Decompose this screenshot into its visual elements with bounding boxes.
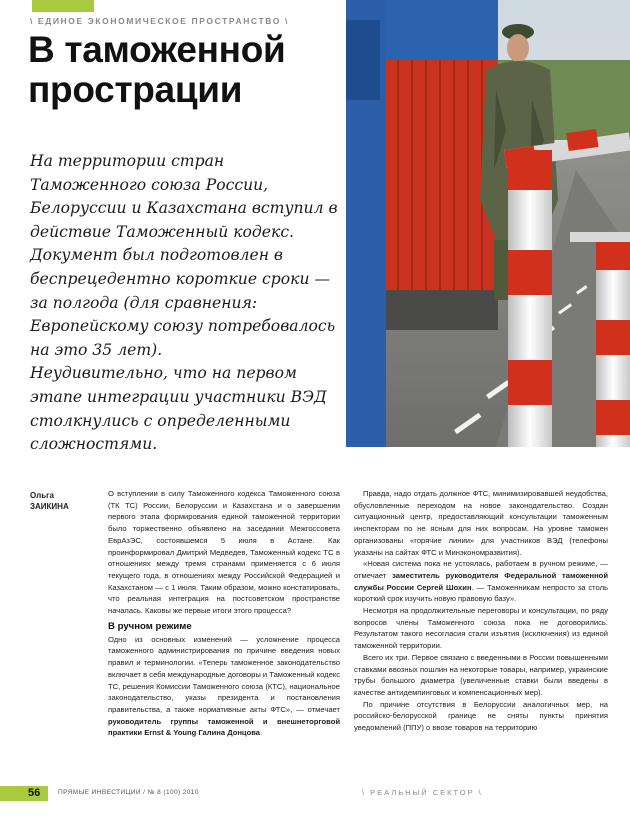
footer-section-label: \ РЕАЛЬНЫЙ СЕКТОР \	[362, 788, 483, 797]
body-column-1	[108, 488, 340, 739]
lead-paragraph-1: На территории стран Таможенного союза России, Белоруссии и Казахстана вступил в действие Таможенный кодекс. Документ был подготовлен в беспрецедентно короткие сроки — за полгода (для сравнения: Европейскому союзу потребовалось на это 35 лет).	[30, 152, 338, 359]
magazine-issue: ПРЯМЫЕ ИНВЕСТИЦИИ / № 8 (100) 2010	[58, 789, 199, 796]
body-paragraph: Несмотря на продолжительные переговоры и консультации, по ряду вопросов члены Таможенного союза пока не договорились. Результатом такого несогласия стали изъятия (исключения) из единой таможенной территории.	[354, 606, 608, 651]
body-paragraph	[108, 634, 340, 739]
lead-paragraph-2: Неудивительно, что на первом этапе интеграции участники ВЭД столкнулись с определенными сложностями.	[30, 364, 327, 454]
paragraph-text: «Новая система пока не устоялась, работаем в ручном режиме, — отмечает	[354, 559, 608, 580]
page-number: 56	[28, 787, 41, 799]
paragraph-end: . — Таможенникам непросто за столь короткий срок изучить новую правовую базу».	[354, 582, 608, 604]
title-line-2: прострации	[28, 69, 243, 110]
subheading: В ручном режиме	[108, 620, 192, 632]
body-paragraph: Правда, надо отдать должное ФТС, минимизировавшей неудобства, обусловленные переходом на новое законодательство. Создан ситуационный центр, предоставляющий консультации таможенным инспекторам по не ясным для них вопросам. На уровне таможен организованы «горячие линии» для участников ВЭД (телефоны указаны на сайтах ФТС и Минэкономразвития).	[354, 489, 608, 557]
customs-checkpoint-photo	[346, 0, 630, 447]
paragraph-end: .	[260, 728, 263, 738]
author-last-name: ЗАИКИНА	[30, 502, 69, 511]
body-paragraph: Всего их три. Первое связано с введенными в России повышенными ставками ввозных пошлин на некоторые товары, например, украинские трубы большого диаметра (увеличенные ставки были введены в качестве антидемпинговых и компенсационных мер).	[354, 652, 608, 697]
quoted-source: руководитель группы таможенной и внешнеторговой практики Ernst & Young Галина Донцова	[108, 716, 340, 738]
article-lead	[30, 150, 342, 457]
body-paragraph: По причине отсутствия в Белоруссии аналогичных мер, на российско-белорусской границе не сняты пункты принятия уведомлений (ППУ) о ввозе товаров на территорию	[354, 699, 608, 733]
author-byline	[30, 490, 102, 512]
title-line-1: В таможенной	[28, 29, 286, 70]
body-column-2	[354, 488, 608, 734]
section-accent-tab	[32, 0, 94, 12]
author-first-name: Ольга	[30, 491, 54, 500]
quoted-source: заместитель руководителя Федеральной таможенной службы России Сергей Шохин	[354, 570, 608, 592]
section-kicker: \ ЕДИНОЕ ЭКОНОМИЧЕСКОЕ ПРОСТРАНСТВО \	[30, 16, 289, 26]
body-paragraph	[354, 558, 608, 605]
paragraph-text: Одно из основных изменений — усложнение процесса таможенного администрирования по причине введения новых правил и терминологии. «Теперь таможенное законодательство включает в себя международные договоры и Таможенный кодекс ТС, решения Комиссии Таможенного союза (КТС), национальное законодательство, указы президента и постановления правительства, а также нормативные акты ФТС», — отмечает	[108, 634, 340, 714]
body-paragraph: О вступлении в силу Таможенного кодекса Таможенного союза (ТК ТС) России, Белоруссии и Казахстана и о завершении первого этапа формирования единой таможенной территории было торжественно объявлено на заседании Межгоссовета ЕврАзЭС, состоявшемся 5 июля в Астане. Как проинформировал Дмитрий Медведев, Таможенный кодекс ТС в отношениях между тремя странами применяется с 6 июля текущего года, в отношениях между Российской Федерацией и Казахстаном — с 1 июля. Таким образом, можно констатировать, что реальная интеграция на постсоветском пространстве началась. Каковы же первые итоги этого процесса?	[108, 489, 340, 616]
article-title	[28, 30, 348, 110]
page-number-tab	[0, 786, 48, 801]
